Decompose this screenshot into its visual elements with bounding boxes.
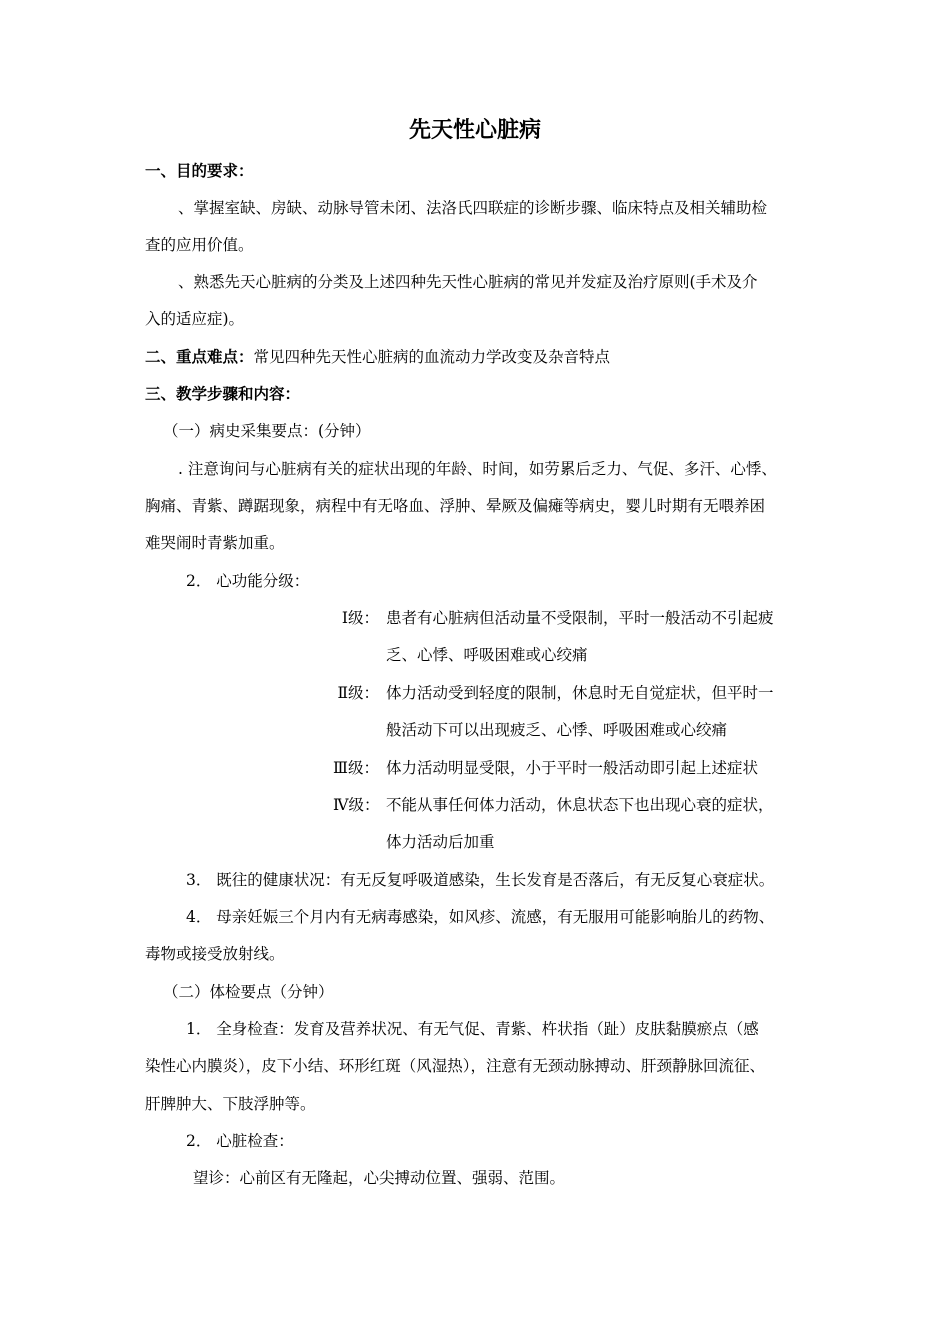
exam-inspection: 望诊：心前区有无隆起，心尖搏动位置、强弱、范围。 <box>193 1169 566 1187</box>
section3-heading: 三、教学步骤和内容： <box>145 385 301 403</box>
grade4-label: Ⅳ级： <box>333 796 380 814</box>
page-title: 先天性心脏病 <box>408 118 541 143</box>
exam-item1-line3: 肝脾肿大、下肢浮肿等。 <box>145 1095 316 1113</box>
grade2-line2: 般活动下可以出现疲乏、心悸、呼吸困难或心绞痛 <box>386 721 728 739</box>
objective2-line1: 、熟悉先天心脏病的分类及上述四种先天性心脏病的常见并发症及治疗原则(手术及介 <box>178 273 758 291</box>
grade3-line1: 体力活动明显受限，小于平时一般活动即引起上述症状 <box>386 759 759 777</box>
exam-item2: 2． 心脏检查： <box>186 1132 294 1150</box>
grade2-label: Ⅱ级： <box>337 684 379 702</box>
section2-line <box>145 346 610 368</box>
objective1-line1: 、掌握室缺、房缺、动脉导管未闭、法洛氏四联症的诊断步骤、临床特点及相关辅助检 <box>178 199 768 217</box>
exam-subheading: （二）体检要点（分钟） <box>163 983 334 1001</box>
exam-item1-line2: 染性心内膜炎），皮下小结、环形红斑（风湿热），注意有无颈动脉搏动、肝颈静脉回流征、 <box>145 1057 766 1075</box>
section1-heading: 一、目的要求： <box>145 162 254 180</box>
history-item4-line2: 毒物或接受放射线。 <box>145 945 285 963</box>
history-item2: 2． 心功能分级： <box>186 572 310 590</box>
section2-text: 常见四种先天性心脏病的血流动力学改变及杂音特点 <box>253 348 611 366</box>
grade2-line1: 体力活动受到轻度的限制，休息时无自觉症状，但平时一 <box>386 684 774 702</box>
grade3-label: Ⅲ级： <box>333 759 379 777</box>
history-item1-line2: 胸痛、青紫、蹲踞现象，病程中有无咯血、浮肿、晕厥及偏瘫等病史，婴儿时期有无喂养困 <box>145 497 766 515</box>
history-item4-line1: 4． 母亲妊娠三个月内有无病毒感染，如风疹、流感，有无服用可能影响胎儿的药物、 <box>186 908 775 926</box>
grade1-line1: 患者有心脏病但活动量不受限制，平时一般活动不引起疲 <box>386 609 774 627</box>
objective1-line2: 查的应用价值。 <box>145 236 254 254</box>
objective2-line2: 入的适应症)。 <box>145 310 245 328</box>
grade1-label: Ⅰ级： <box>341 609 379 627</box>
history-item3: 3． 既往的健康状况：有无反复呼吸道感染，生长发育是否落后，有无反复心衰症状。 <box>186 871 775 889</box>
history-item1-line3: 难哭闹时青紫加重。 <box>145 534 285 552</box>
grade1-line2: 乏、心悸、呼吸困难或心绞痛 <box>386 646 588 664</box>
exam-item1-line1: 1． 全身检查：发育及营养状况、有无气促、青紫、杵状指（趾）皮肤黏膜瘀点（感 <box>186 1020 759 1038</box>
history-subheading: （一）病史采集要点：(分钟） <box>163 422 371 440</box>
grade4-line2: 体力活动后加重 <box>386 833 495 851</box>
history-item1-line1: . 注意询问与心脏病有关的症状出现的年龄、时间，如劳累后乏力、气促、多汗、心悸、 <box>178 460 777 478</box>
section2-heading: 二、重点难点： <box>145 348 254 366</box>
grade4-line1: 不能从事任何体力活动，休息状态下也出现心衰的症状， <box>386 796 774 814</box>
